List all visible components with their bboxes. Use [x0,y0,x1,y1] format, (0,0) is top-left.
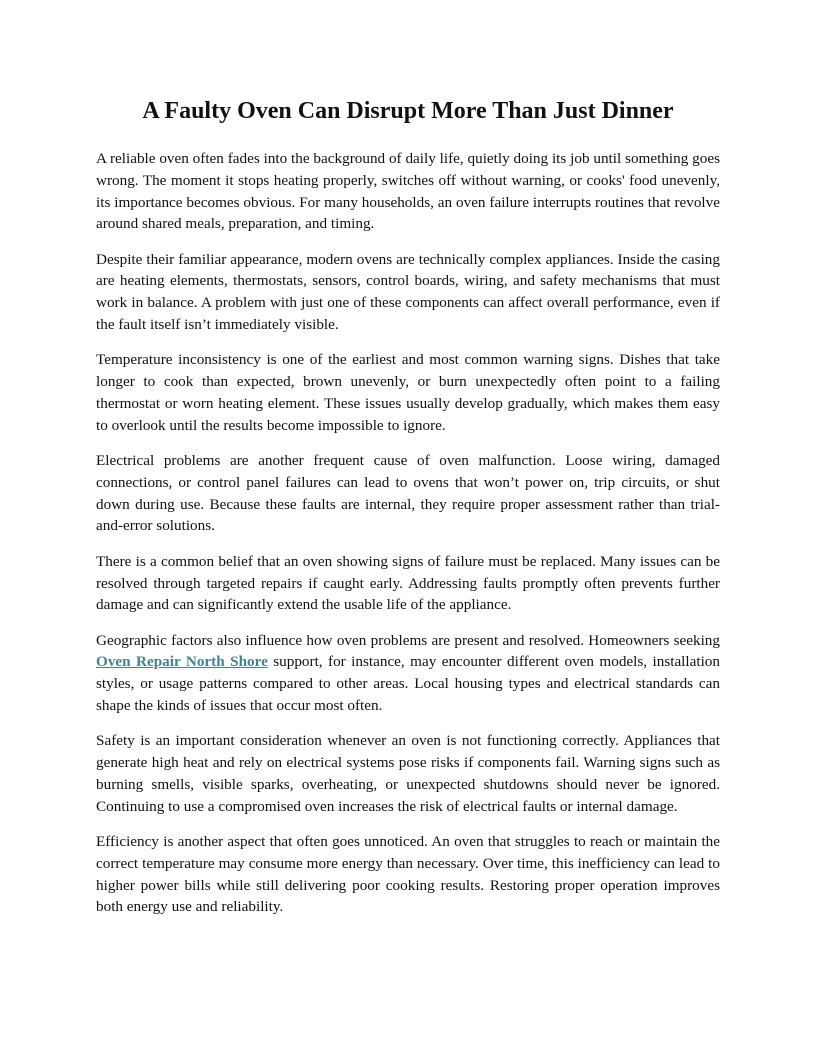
oven-repair-north-shore-link[interactable]: Oven Repair North Shore [96,653,268,671]
paragraph-efficiency: Efficiency is another aspect that often goes unnoticed. An oven that struggles to reach or maintain the correct temperature may consume more energy than necessary. Over time, this inefficiency can lead to higher power bills while still delivering poor cooking results. Restoring proper operation improves both energy use and reliability. [96,833,720,916]
document-page [96,96,720,932]
paragraph-temperature: Temperature inconsistency is one of the earliest and most common warning signs. Dishes that take longer to cook than expected, brown unevenly, or burn unexpectedly often point to a failing thermostat or worn heating element. These issues usually develop gradually, which makes them easy to overlook until the results become impossible to ignore. [96,351,720,434]
geo-text-after: support, for instance, may encounter different oven models, installation styles, or usage patterns compared to other areas. Local housing types and electrical standards can shape the kinds of issues that occur most often. [96,653,720,715]
geo-text-before: Geographic factors also influence how oven problems are present and resolved. Homeowners seeking [96,631,720,649]
paragraph-electrical: Electrical problems are another frequent cause of oven malfunction. Loose wiring, damaged connections, or control panel failures can lead to ovens that won’t power on, trip circuits, or shut down during use. Because these faults are internal, they require proper assessment rather than trial-and-error solutions. [96,452,720,535]
paragraph-intro: A reliable oven often fades into the background of daily life, quietly doing its job until something goes wrong. The moment it stops heating properly, switches off without warning, or cooks' food unevenly, its importance becomes obvious. For many households, an oven failure interrupts routines that revolve around shared meals, preparation, and timing. [96,150,720,233]
paragraph-safety: Safety is an important consideration whenever an oven is not functioning correctly. Appliances that generate high heat and rely on electrical systems pose risks if components fail. Warning signs such as burning smells, visible sparks, overheating, or unexpected shutdowns should never be ignored. Continuing to use a compromised oven increases the risk of electrical faults or internal damage. [96,732,720,815]
paragraph-complexity: Despite their familiar appearance, modern ovens are technically complex appliances. Inside the casing are heating elements, thermostats, sensors, control boards, wiring, and safety mechanisms that must work in balance. A problem with just one of these components can affect overall performance, even if the fault itself isn’t immediately visible. [96,250,720,334]
paragraph-repair-vs-replace: There is a common belief that an oven showing signs of failure must be replaced. Many issues can be resolved through targeted repairs if caught early. Addressing faults promptly often prevents further damage and can significantly extend the usable life of the appliance. [96,552,720,614]
paragraph-geographic [96,630,720,717]
document-title: A Faulty Oven Can Disrupt More Than Just Dinner [142,98,674,124]
